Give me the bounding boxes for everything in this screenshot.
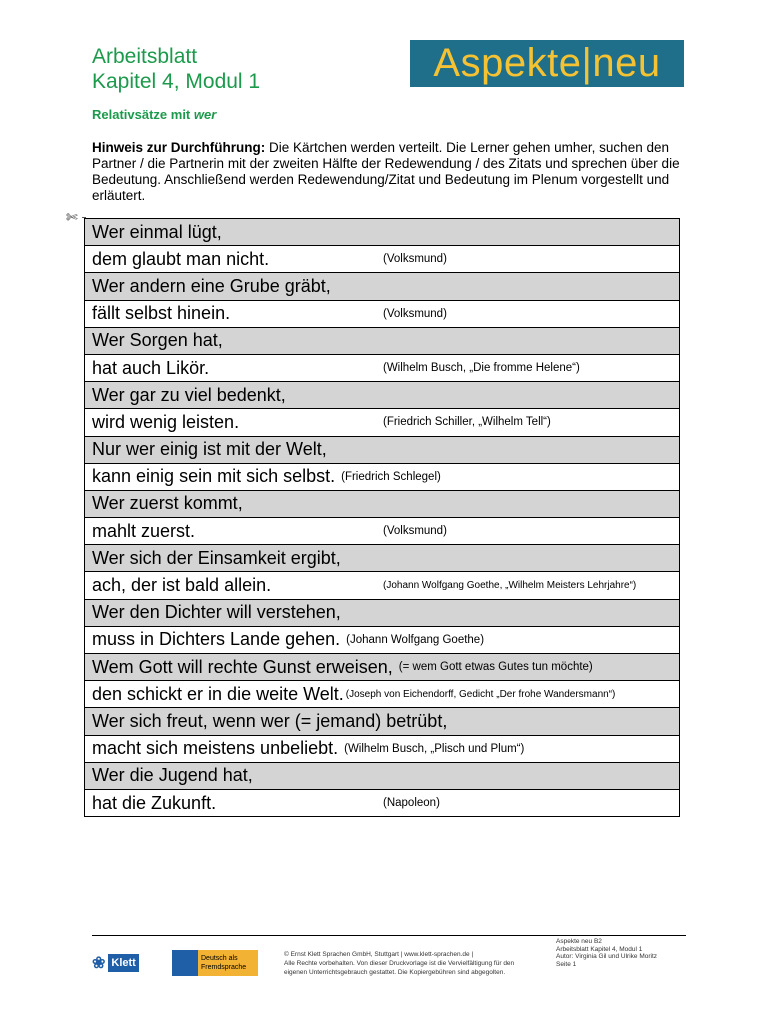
card-1-second bbox=[85, 246, 679, 273]
card-8-second bbox=[85, 627, 679, 654]
quote-text: Wer Sorgen hat, bbox=[92, 330, 223, 351]
meta-line-2: Arbeitsblatt Kapitel 4, Modul 1 bbox=[556, 945, 643, 953]
subtitle-emphasis: wer bbox=[193, 107, 217, 122]
quote-text: ach, der ist bald allein. bbox=[92, 575, 272, 596]
copyright-notice bbox=[284, 950, 532, 977]
quote-source: (Wilhelm Busch, „Plisch und Plum“) bbox=[344, 742, 525, 755]
quote-text: Wer die Jugend hat, bbox=[92, 765, 253, 786]
quote-source: (Johann Wolfgang Goethe, „Wilhelm Meisters Lehrjahre“) bbox=[383, 580, 637, 592]
quote-text: Wer gar zu viel bedenkt, bbox=[92, 384, 286, 405]
card-5-second bbox=[85, 464, 679, 491]
meta-line-4: Seite 1 bbox=[556, 960, 577, 968]
card-3-first bbox=[85, 328, 679, 355]
daf-line-1: Deutsch als bbox=[201, 955, 238, 962]
card-5-first bbox=[85, 437, 679, 464]
subtitle-main: Relativsätze mit bbox=[92, 107, 194, 122]
daf-line-2: Fremdsprache bbox=[201, 964, 247, 971]
quote-source: (Johann Wolfgang Goethe) bbox=[346, 633, 485, 646]
hint-text: Die Kärtchen werden verteilt. Die Lerner gehen umher, suchen den Partner / die Partnerin mit der zweiten Hälfte der Redewendung / des Zitats und sprechen über die Bedeutung. Anschließend werden Redewendung/Zitat und Bedeutung im Plenum vorgestellt und erläutert. bbox=[92, 140, 680, 203]
quote-source: (Volksmund) bbox=[383, 307, 447, 320]
card-6-first bbox=[85, 491, 679, 518]
klett-flower-icon: ❀ bbox=[92, 955, 106, 972]
card-11-second bbox=[85, 790, 679, 817]
quote-text: Wer zuerst kommt, bbox=[92, 493, 243, 514]
daf-logo bbox=[172, 950, 258, 976]
quote-source: (Napoleon) bbox=[383, 797, 440, 810]
card-6-second bbox=[85, 518, 679, 545]
quote-text: mahlt zuerst. bbox=[92, 520, 196, 541]
quote-text: fällt selbst hinein. bbox=[92, 303, 231, 324]
meta-line-3: Autor: Virginia Gil und Ulrike Moritz bbox=[556, 953, 658, 960]
copyright-line-2: Alle Rechte vorbehalten. Von dieser Druckvorlage ist die Vervielfältigung für den bbox=[284, 960, 515, 967]
quote-text: dem glaubt man nicht. bbox=[92, 248, 270, 269]
quote-text: macht sich meistens unbeliebt. bbox=[92, 738, 339, 759]
aspekte-neu-logo: Aspekte|neu bbox=[410, 40, 684, 87]
quote-text: Wer sich der Einsamkeit ergibt, bbox=[92, 547, 341, 568]
card-10-first bbox=[85, 708, 679, 735]
title-line-2: Kapitel 4, Modul 1 bbox=[92, 70, 261, 93]
quote-text: Wer einmal lügt, bbox=[92, 221, 222, 242]
daf-logo-text bbox=[198, 950, 258, 976]
klett-label: Klett bbox=[108, 954, 138, 972]
quote-source: (Friedrich Schlegel) bbox=[341, 470, 441, 483]
subtitle bbox=[92, 107, 216, 122]
quote-text: wird wenig leisten. bbox=[92, 411, 240, 432]
card-8-first bbox=[85, 600, 679, 627]
quote-note: (= wem Gott etwas Gutes tun möchte) bbox=[398, 661, 593, 674]
quote-text: Wer andern eine Grube gräbt, bbox=[92, 275, 331, 296]
card-11-first bbox=[85, 763, 679, 790]
card-table bbox=[84, 218, 680, 817]
quote-text: hat auch Likör. bbox=[92, 357, 210, 378]
copyright-line-3: eigenen Unterrichtsgebrauch gestattet. Die Kopiergebühren sind abgegolten. bbox=[284, 969, 506, 976]
quote-text: den schickt er in die weite Welt. bbox=[92, 683, 344, 704]
klett-logo bbox=[92, 950, 146, 976]
card-2-second bbox=[85, 301, 679, 328]
card-3-second bbox=[85, 355, 679, 382]
quote-source: (Joseph von Eichendorff, Gedicht „Der frohe Wandersmann“) bbox=[345, 688, 616, 700]
card-9-first bbox=[85, 654, 679, 681]
copyright-line-1: © Ernst Klett Sprachen GmbH, Stuttgart | www.klett-sprachen.de | bbox=[284, 951, 474, 958]
quote-text: Wer sich freut, wenn wer (= jemand) betrübt, bbox=[92, 710, 448, 731]
daf-logo-mark bbox=[172, 950, 198, 976]
quote-source: (Friedrich Schiller, „Wilhelm Tell“) bbox=[383, 416, 551, 429]
quote-source: (Wilhelm Busch, „Die fromme Helene“) bbox=[383, 362, 580, 375]
page-title bbox=[92, 44, 260, 94]
hint-paragraph bbox=[92, 140, 680, 204]
card-7-first bbox=[85, 545, 679, 572]
meta-line-1: Aspekte neu B2 bbox=[556, 938, 602, 945]
card-9-second bbox=[85, 681, 679, 708]
quote-text: muss in Dichters Lande gehen. bbox=[92, 629, 341, 650]
quote-source: (Volksmund) bbox=[383, 525, 447, 538]
hint-label: Hinweis zur Durchführung: bbox=[92, 140, 266, 155]
quote-text: kann einig sein mit sich selbst. bbox=[92, 466, 336, 487]
card-2-first bbox=[85, 273, 679, 300]
card-1-first bbox=[85, 219, 679, 246]
title-line-1: Arbeitsblatt bbox=[92, 45, 198, 68]
quote-text: Wer den Dichter will verstehen, bbox=[92, 602, 341, 623]
scissors-icon: ✄ bbox=[66, 209, 78, 225]
quote-text: Nur wer einig ist mit der Welt, bbox=[92, 439, 327, 460]
quote-source: (Volksmund) bbox=[383, 253, 447, 266]
quote-text: Wem Gott will rechte Gunst erweisen, bbox=[92, 656, 393, 677]
card-7-second bbox=[85, 572, 679, 599]
footer-divider bbox=[92, 935, 686, 936]
card-4-second bbox=[85, 409, 679, 436]
card-10-second bbox=[85, 736, 679, 763]
card-4-first bbox=[85, 382, 679, 409]
quote-text: hat die Zukunft. bbox=[92, 792, 217, 813]
document-meta bbox=[556, 938, 686, 968]
